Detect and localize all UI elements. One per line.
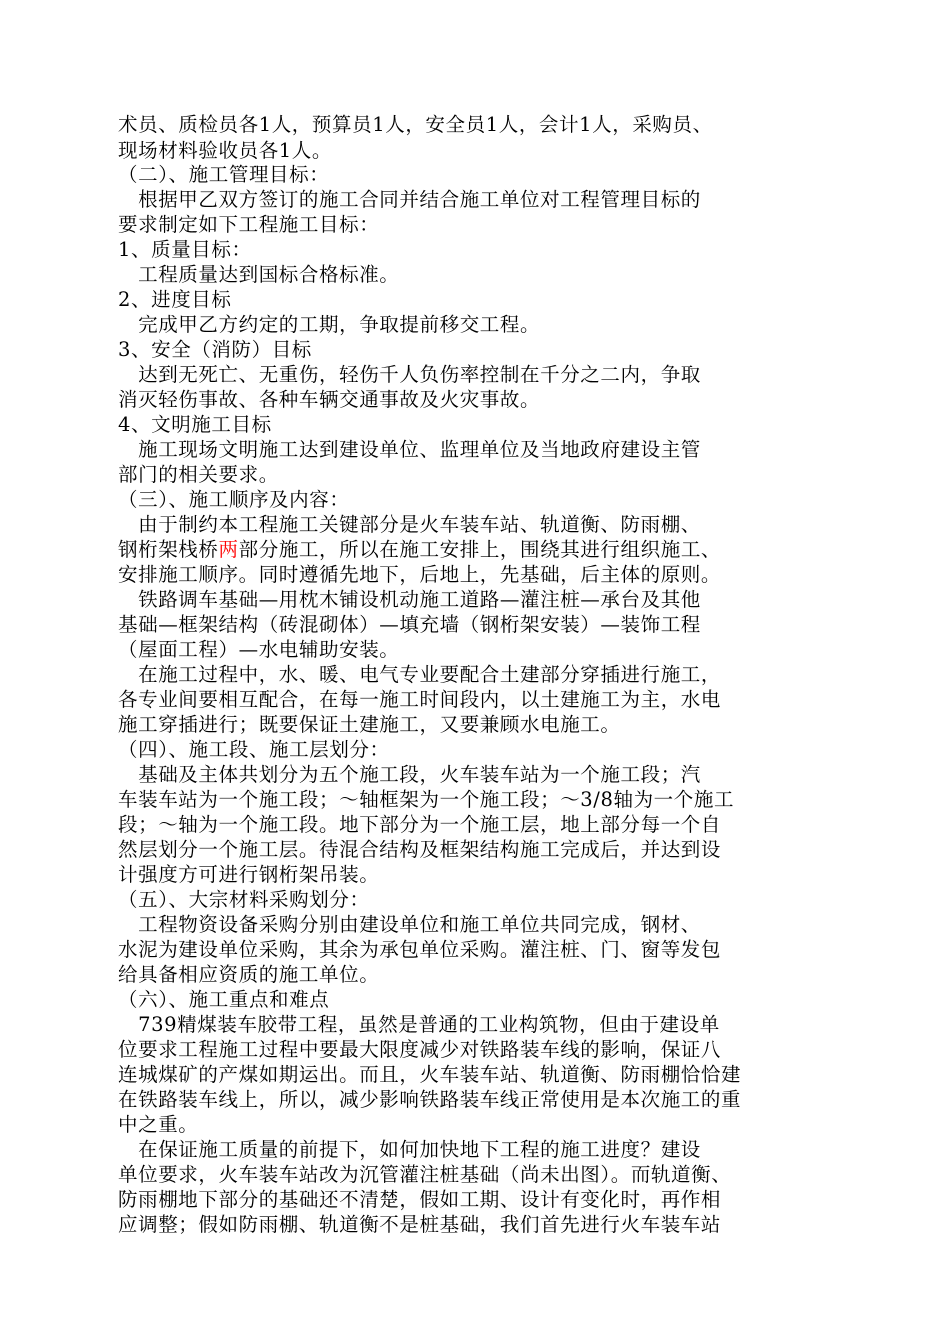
text-line: 段；～轴为一个施工段。地下部分为一个施工层，地上部分每一个自 <box>118 813 722 836</box>
text-line: 达到无死亡、无重伤，轻伤千人负伤率控制在千分之二内，争取 <box>118 363 701 386</box>
text-line: 由于制约本工程施工关键部分是火车装车站、轨道衡、防雨棚、 <box>118 513 701 536</box>
text-line: 现场材料验收员各1人。 <box>118 139 333 162</box>
text-line: 完成甲乙方约定的工期，争取提前移交工程。 <box>118 313 541 336</box>
text-line: 位要求工程施工过程中要最大限度减少对铁路装车线的影响，保证八 <box>118 1038 722 1061</box>
subheading: 1、质量目标： <box>118 238 252 261</box>
subheading: 3、安全（消防）目标 <box>118 338 312 361</box>
text-line: 然层划分一个施工层。待混合结构及框架结构施工完成后，并达到设 <box>118 838 722 861</box>
text-line: 工程物资设备采购分别由建设单位和施工单位共同完成，钢材、 <box>118 913 701 936</box>
text-line: 在施工过程中，水、暖、电气专业要配合土建部分穿插进行施工， <box>118 663 722 686</box>
text-line: 水泥为建设单位采购，其余为承包单位采购。灌注桩、门、窗等发包 <box>118 938 722 961</box>
text-line: 连城煤矿的产煤如期运出。而且，火车装车站、轨道衡、防雨棚恰恰建 <box>118 1063 742 1086</box>
text-line: 基础及主体共划分为五个施工段，火车装车站为一个施工段；汽 <box>118 763 701 786</box>
text-line: 要求制定如下工程施工目标： <box>118 213 380 236</box>
text-line: 根据甲乙双方签订的施工合同并结合施工单位对工程管理目标的 <box>118 188 701 211</box>
text-line: 部门的相关要求。 <box>118 463 279 486</box>
text-line: （屋面工程）—水电辅助安装。 <box>118 638 400 661</box>
text-line: 中之重。 <box>118 1113 199 1136</box>
text-line: 术员、质检员各1人，预算员1人，安全员1人，会计1人，采购员、 <box>118 113 713 136</box>
text-line: 各专业间要相互配合，在每一施工时间段内，以土建施工为主，水电 <box>118 688 722 711</box>
text-line: 单位要求，火车装车站改为沉管灌注桩基础（尚未出图）。而轨道衡、 <box>118 1163 732 1186</box>
subheading: 2、进度目标 <box>118 288 232 311</box>
highlighted-character: 两 <box>218 538 239 561</box>
text-line: 在铁路装车线上，所以，减少影响铁路装车线正常使用是本次施工的重 <box>118 1088 742 1111</box>
section-heading: （五）、大宗材料采购划分： <box>118 888 370 911</box>
text-line: 消灭轻伤事故、各种车辆交通事故及火灾事故。 <box>118 388 541 411</box>
text-line: 铁路调车基础—用枕木铺设机动施工道路—灌注桩—承台及其他 <box>118 588 701 611</box>
text-segment: 钢桁架栈桥 <box>118 538 219 561</box>
text-line: 应调整；假如防雨棚、轨道衡不是桩基础，我们首先进行火车装车站 <box>118 1213 722 1236</box>
text-line: 防雨棚地下部分的基础还不清楚，假如工期、设计有变化时，再作相 <box>118 1188 722 1211</box>
text-segment: 部分施工，所以在施工安排上，围绕其进行组织施工、 <box>238 538 722 561</box>
text-line: 在保证施工质量的前提下，如何加快地下工程的施工进度？建设 <box>118 1138 701 1161</box>
section-heading: （六）、施工重点和难点 <box>118 988 330 1011</box>
text-line: 739精煤装车胶带工程，虽然是普通的工业构筑物，但由于建设单 <box>118 1013 720 1036</box>
text-line: 基础—框架结构（砖混砌体）—填充墙（钢桁架安装）—装饰工程 <box>118 613 701 636</box>
text-line: 安排施工顺序。同时遵循先地下，后地上，先基础，后主体的原则。 <box>118 563 722 586</box>
section-heading: （二）、施工管理目标： <box>118 163 330 186</box>
subheading: 4、文明施工目标 <box>118 413 272 436</box>
text-line-with-highlight <box>118 537 721 563</box>
text-line: 给具备相应资质的施工单位。 <box>118 963 380 986</box>
text-line: 施工穿插进行；既要保证土建施工，又要兼顾水电施工。 <box>118 713 621 736</box>
text-line: 施工现场文明施工达到建设单位、监理单位及当地政府建设主管 <box>118 438 701 461</box>
section-heading: （四）、施工段、施工层划分： <box>118 738 390 761</box>
section-heading: （三）、施工顺序及内容： <box>118 488 350 511</box>
text-line: 车装车站为一个施工段；～轴框架为一个施工段；～3/8轴为一个施工 <box>118 788 735 811</box>
text-line: 工程质量达到国标合格标准。 <box>118 263 400 286</box>
text-line: 计强度方可进行钢桁架吊装。 <box>118 863 380 886</box>
